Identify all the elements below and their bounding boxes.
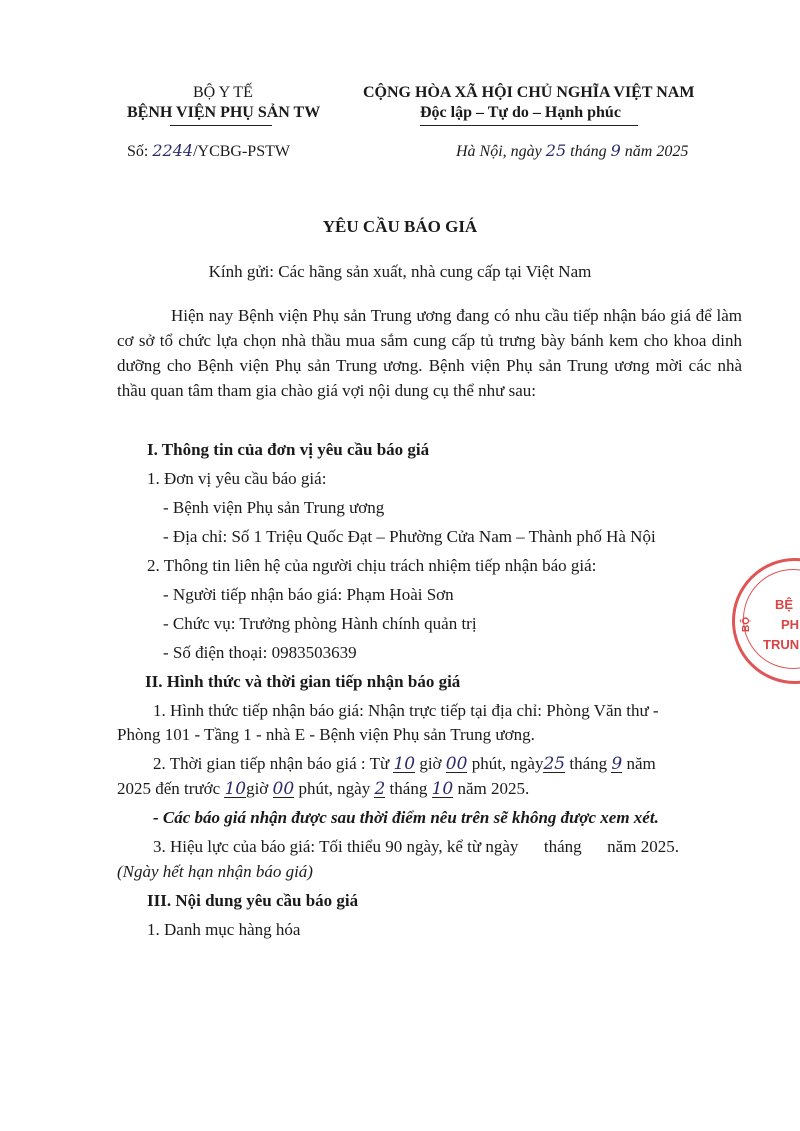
section-1-item-1-b: - Địa chỉ: Số 1 Triệu Quốc Đạt – Phường Cửa Nam – Thành phố Hà Nội	[163, 527, 656, 546]
end-hour-handwritten: 10	[224, 779, 247, 799]
end-day-handwritten: 2	[374, 779, 386, 799]
start-month-handwritten: 9	[611, 754, 623, 774]
end-minute-handwritten: 00	[272, 779, 295, 799]
section-1-item-1: 1. Đơn vị yêu cầu báo giá:	[147, 469, 327, 488]
section-3-item-1: 1. Danh mục hàng hóa	[147, 920, 301, 939]
hospital-underline	[170, 125, 272, 126]
stamp-bottom-text: TRUN	[763, 637, 800, 652]
date-day-handwritten: 25	[545, 141, 567, 160]
end-time-label: 2025 đến trước	[117, 779, 221, 798]
end-hour-label: giờ	[246, 779, 269, 798]
date-year: năm 2025	[624, 143, 689, 160]
stamp-side-text: BỘ	[741, 617, 752, 632]
motto-underline	[420, 125, 638, 126]
stamp-mid-text: PH	[781, 617, 800, 632]
doc-number-handwritten: 2244	[152, 141, 194, 160]
late-submission-note: - Các báo giá nhận được sau thời điểm nêu trên sẽ không được xem xét.	[153, 808, 659, 827]
year-label: năm	[626, 754, 656, 773]
hospital-stamp	[732, 558, 800, 684]
doc-number-suffix: /YCBG-PSTW	[193, 143, 290, 160]
section-1-item-2: 2. Thông tin liên hệ của người chịu trách nhiệm tiếp nhận báo giá:	[147, 556, 597, 575]
hospital-name: BỆNH VIỆN PHỤ SẢN TW	[127, 104, 321, 121]
section-1-item-1-a: - Bệnh viện Phụ sản Trung ương	[163, 498, 385, 517]
hour-label: giờ	[419, 754, 442, 773]
section-1-item-2-a: - Người tiếp nhận báo giá: Phạm Hoài Sơn	[163, 585, 454, 604]
date-month-label: tháng	[570, 143, 607, 160]
section-3-heading: III. Nội dung yêu cầu báo giá	[147, 891, 359, 910]
doc-number-prefix: Số:	[127, 143, 149, 160]
document-title: YÊU CẦU BÁO GIÁ	[322, 217, 478, 236]
receipt-time-label: 2. Thời gian tiếp nhận báo giá : Từ	[153, 754, 390, 773]
section-1-heading: I. Thông tin của đơn vị yêu cầu báo giá	[147, 440, 430, 459]
end-month-handwritten: 10	[431, 779, 454, 799]
section-1-item-2-b: - Chức vụ: Trưởng phòng Hành chính quản trị	[163, 614, 477, 633]
date-place: Hà Nội, ngày	[456, 143, 542, 160]
section-2-heading: II. Hình thức và thời gian tiếp nhận báo giá	[145, 672, 461, 691]
ministry-name: BỘ Y TẾ	[193, 84, 253, 101]
section-2-item-3: 3. Hiệu lực của báo giá: Tối thiểu 90 ngày, kể từ ngày tháng năm 2025.	[153, 837, 679, 856]
addressee: Kính gửi: Các hãng sản xuất, nhà cung cấp tại Việt Nam	[208, 262, 592, 281]
section-2-item-2-line-2	[117, 776, 529, 801]
section-2-item-1-line-2: Phòng 101 - Tầng 1 - nhà E - Bệnh viện Phụ sản Trung ương.	[117, 725, 535, 744]
intro-paragraph: Hiện nay Bệnh viện Phụ sản Trung ương đang có nhu cầu tiếp nhận báo giá để làm cơ sở tổ chức lựa chọn nhà thầu mua sắm cung cấp tủ trưng bày bánh kem cho khoa dinh dưỡng cho Bệnh viện Phụ sản Trung ương. Bệnh viện Phụ sản Trung ương mời các nhà thầu quan tâm tham gia chào giá vợi nội dung cụ thể như sau:	[117, 306, 742, 400]
start-minute-handwritten: 00	[445, 754, 468, 774]
date-month-handwritten: 9	[610, 141, 621, 160]
country-name: CỘNG HÒA XÃ HỘI CHỦ NGHĨA VIỆT NAM	[363, 84, 695, 101]
national-motto: Độc lập – Tự do – Hạnh phúc	[420, 104, 621, 121]
end-month-label: tháng	[389, 779, 428, 798]
document-date	[456, 141, 688, 161]
end-minute-day-label: phút, ngày	[298, 779, 371, 798]
section-1-item-2-c: - Số điện thoại: 0983503639	[163, 643, 357, 662]
start-hour-handwritten: 10	[393, 754, 416, 774]
month-label: tháng	[569, 754, 608, 773]
section-2-item-1-line-1: 1. Hình thức tiếp nhận báo giá: Nhận trực tiếp tại địa chỉ: Phòng Văn thư -	[153, 701, 659, 720]
document-number	[127, 141, 290, 161]
stamp-top-text: BỆ	[775, 597, 794, 612]
start-day-handwritten: 25	[543, 754, 566, 774]
end-year-label: năm 2025.	[457, 779, 530, 798]
section-2-item-2-line-1	[153, 751, 656, 776]
section-2-item-3-note: (Ngày hết hạn nhận báo giá)	[117, 862, 313, 881]
minute-day-label: phút, ngày	[471, 754, 544, 773]
